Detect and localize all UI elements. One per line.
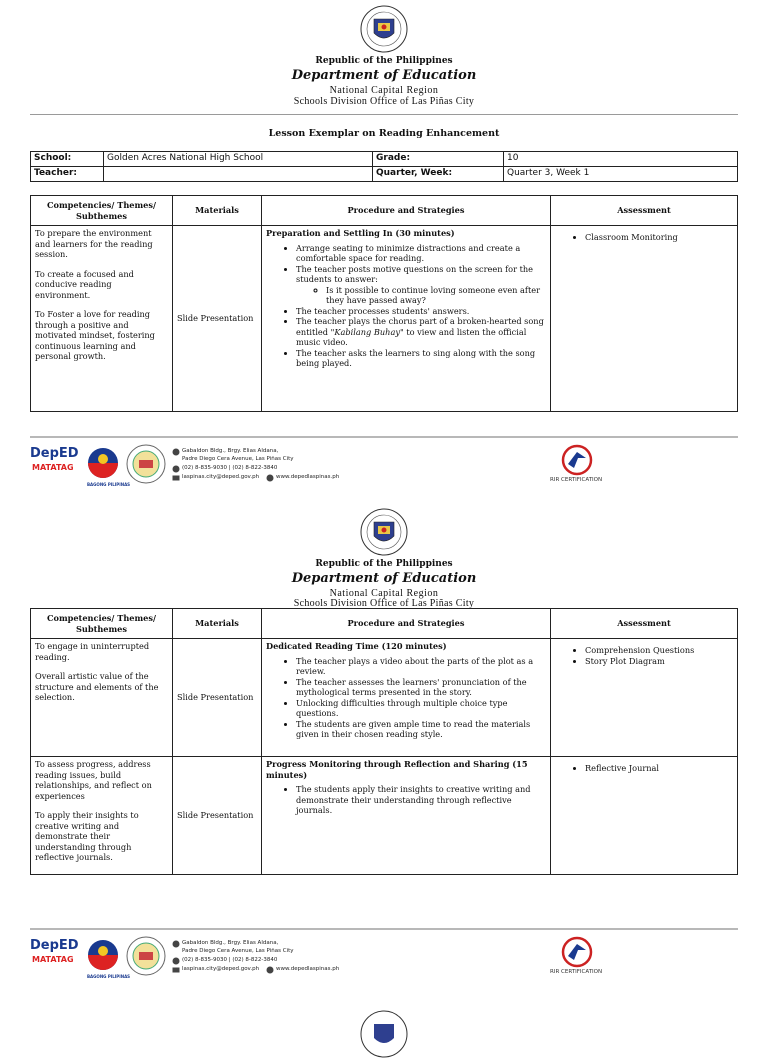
competency-text: To engage in uninterrupted reading.: [35, 641, 150, 662]
procedure-item-text: The teacher posts motive questions on the screen for the students to answer:: [296, 263, 534, 284]
rir-certification-label: RIR CERTIFICATION: [550, 477, 603, 483]
email-icon: [172, 966, 180, 974]
competencies-cell: [31, 639, 173, 757]
footer-divider: [30, 436, 738, 438]
competency-text: To create a focused and conducive reading environment.: [35, 268, 134, 300]
sdo-seal-icon: [126, 936, 166, 976]
assessment-cell: [551, 757, 738, 875]
school-label: School:: [31, 152, 104, 167]
col-materials: Materials: [173, 196, 262, 226]
grade-value: 10: [504, 152, 738, 167]
col-assessment: Assessment: [551, 196, 738, 226]
procedure-list: [266, 784, 546, 816]
footer: [30, 936, 738, 982]
region-label: National Capital Region: [329, 85, 439, 96]
col-competencies: Competencies/ Themes/ Subthemes: [31, 609, 173, 639]
footer-phone: (02) 8-835-9030 | (02) 8-822-3840: [182, 957, 278, 963]
web-icon: [266, 966, 274, 974]
bagong-pilipinas-label: BAGONG PILIPINAS: [87, 974, 131, 979]
assessment-item: • Comprehension Questions: [585, 645, 733, 656]
procedure-item-text: The teacher plays the chorus part of a broken-hearted song entitled: [296, 316, 544, 337]
footer-divider: [30, 928, 738, 930]
procedure-cell: [262, 639, 551, 757]
col-competencies: Competencies/ Themes/ Subthemes: [31, 196, 173, 226]
motive-question: ◦ Is it possible to continue loving someone even after they have passed away?: [326, 285, 546, 306]
procedure-item: • Unlocking difficulties through multiple choice type questions.: [296, 698, 546, 719]
division-label: Schools Division Office of Las Piñas City: [293, 598, 475, 609]
procedure-item: • The teacher asks the learners to sing along with the song being played.: [296, 348, 546, 369]
assessment-item: • Story Plot Diagram: [585, 656, 733, 667]
footer-web: www.depedlaspinas.ph: [276, 474, 340, 480]
bagong-pilipinas-icon: [86, 446, 120, 480]
deped-seal-icon: [360, 508, 408, 556]
procedure-item: [296, 316, 546, 348]
assessment-cell: [551, 226, 738, 412]
page-title: Lesson Exemplar on Reading Enhancement: [268, 128, 500, 139]
materials-cell: Slide Presentation: [173, 757, 262, 875]
song-title: "Kabilang Buhay": [330, 326, 404, 337]
bagong-pilipinas-icon: [86, 938, 120, 972]
competencies-cell: [31, 226, 173, 412]
competency-text: To Foster a love for reading through a positive and motivated mindset, fostering continuous learning and personal growth.: [35, 309, 155, 361]
procedure-item: • The teacher assesses the learners' pronunciation of the mythological terms presented in the story.: [296, 677, 546, 698]
procedure-item: • The teacher processes students' answers.: [296, 306, 546, 317]
competency-text: Overall artistic value of the structure and elements of the selection.: [35, 671, 159, 702]
col-assessment: Assessment: [551, 609, 738, 639]
grade-label: Grade:: [373, 152, 504, 167]
col-materials: Materials: [173, 609, 262, 639]
col-procedure: Procedure and Strategies: [262, 609, 551, 639]
quarter-label: Quarter, Week:: [373, 167, 504, 182]
footer: [30, 444, 738, 490]
assessment-item: • Classroom Monitoring: [585, 232, 733, 243]
email-icon: [172, 474, 180, 482]
competency-text: To assess progress, address reading issues, build relationships, and reflect on experiences: [35, 759, 152, 801]
footer-email: laspinas.city@deped.gov.ph: [182, 474, 260, 480]
procedure-item: [296, 264, 546, 306]
school-value: Golden Acres National High School: [104, 152, 373, 167]
teacher-value: [104, 167, 373, 182]
location-icon: [172, 940, 180, 948]
teacher-label: Teacher:: [31, 167, 104, 182]
footer-address2: Padre Diego Cera Avenue, Las Piñas City: [182, 456, 294, 462]
procedure-heading: Progress Monitoring through Reflection and Sharing (15 minutes): [266, 759, 528, 780]
procedure-cell: [262, 226, 551, 412]
procedure-list: [266, 656, 546, 740]
procedure-list: [266, 243, 546, 369]
rir-certification-icon: [560, 936, 594, 968]
region-label: National Capital Region: [329, 588, 439, 599]
info-table: [30, 151, 738, 182]
competencies-cell: [31, 757, 173, 875]
competency-text: To apply their insights to creative writing and demonstrate their understanding through reflective journals.: [35, 810, 139, 862]
materials-cell: Slide Presentation: [173, 226, 262, 412]
deped-seal-icon: [360, 5, 408, 53]
procedure-heading: Dedicated Reading Time (120 minutes): [266, 641, 447, 651]
procedure-item: • The students are given ample time to read the materials given in their chosen reading style.: [296, 719, 546, 740]
lesson-table-page1: [30, 195, 738, 412]
procedure-cell: [262, 757, 551, 875]
location-icon: [172, 448, 180, 456]
assessment-list: [555, 232, 733, 243]
footer-phone: (02) 8-835-9030 | (02) 8-822-3840: [182, 465, 278, 471]
procedure-item-text: to view and listen the official music video.: [296, 326, 527, 347]
department-label: Department of Education: [291, 68, 477, 83]
procedure-item: • Arrange seating to minimize distractions and create a comfortable space for reading.: [296, 243, 546, 264]
footer-address2: Padre Diego Cera Avenue, Las Piñas City: [182, 948, 294, 954]
bagong-pilipinas-label: BAGONG PILIPINAS: [87, 482, 131, 487]
republic-label: Republic of the Philippines: [315, 559, 453, 569]
assessment-item: • Reflective Journal: [585, 763, 733, 774]
materials-cell: Slide Presentation: [173, 639, 262, 757]
deped-logo: DepED: [30, 938, 79, 953]
footer-address1: Gabaldon Bldg., Brgy. Elias Aldana,: [182, 448, 279, 454]
rir-certification-label: RIR CERTIFICATION: [550, 969, 603, 975]
footer-email: laspinas.city@deped.gov.ph: [182, 966, 260, 972]
matatag-logo: MATATAG: [32, 955, 74, 964]
sdo-seal-icon: [126, 444, 166, 484]
quarter-value: Quarter 3, Week 1: [504, 167, 738, 182]
footer-address1: Gabaldon Bldg., Brgy. Elias Aldana,: [182, 940, 279, 946]
division-label: Schools Division Office of Las Piñas City: [293, 96, 475, 107]
procedure-item: • The teacher plays a video about the parts of the plot as a review.: [296, 656, 546, 677]
procedure-sublist: [296, 285, 546, 306]
procedure-heading: Preparation and Settling In (30 minutes): [266, 228, 455, 238]
col-procedure: Procedure and Strategies: [262, 196, 551, 226]
web-icon: [266, 474, 274, 482]
deped-logo: DepED: [30, 446, 79, 461]
competency-text: To prepare the environment and learners for the reading session.: [35, 228, 153, 259]
phone-icon: [172, 465, 180, 473]
header-divider: [30, 114, 738, 115]
phone-icon: [172, 957, 180, 965]
rir-certification-icon: [560, 444, 594, 476]
assessment-cell: [551, 639, 738, 757]
procedure-item: • The students apply their insights to creative writing and demonstrate their understanding through reflective journals.: [296, 784, 546, 816]
lesson-table-page2: [30, 608, 738, 875]
matatag-logo: MATATAG: [32, 463, 74, 472]
department-label: Department of Education: [291, 571, 477, 586]
deped-seal-icon: [360, 1010, 408, 1058]
assessment-list: [555, 763, 733, 774]
assessment-list: [555, 645, 733, 666]
footer-web: www.depedlaspinas.ph: [276, 966, 340, 972]
republic-label: Republic of the Philippines: [315, 56, 453, 66]
